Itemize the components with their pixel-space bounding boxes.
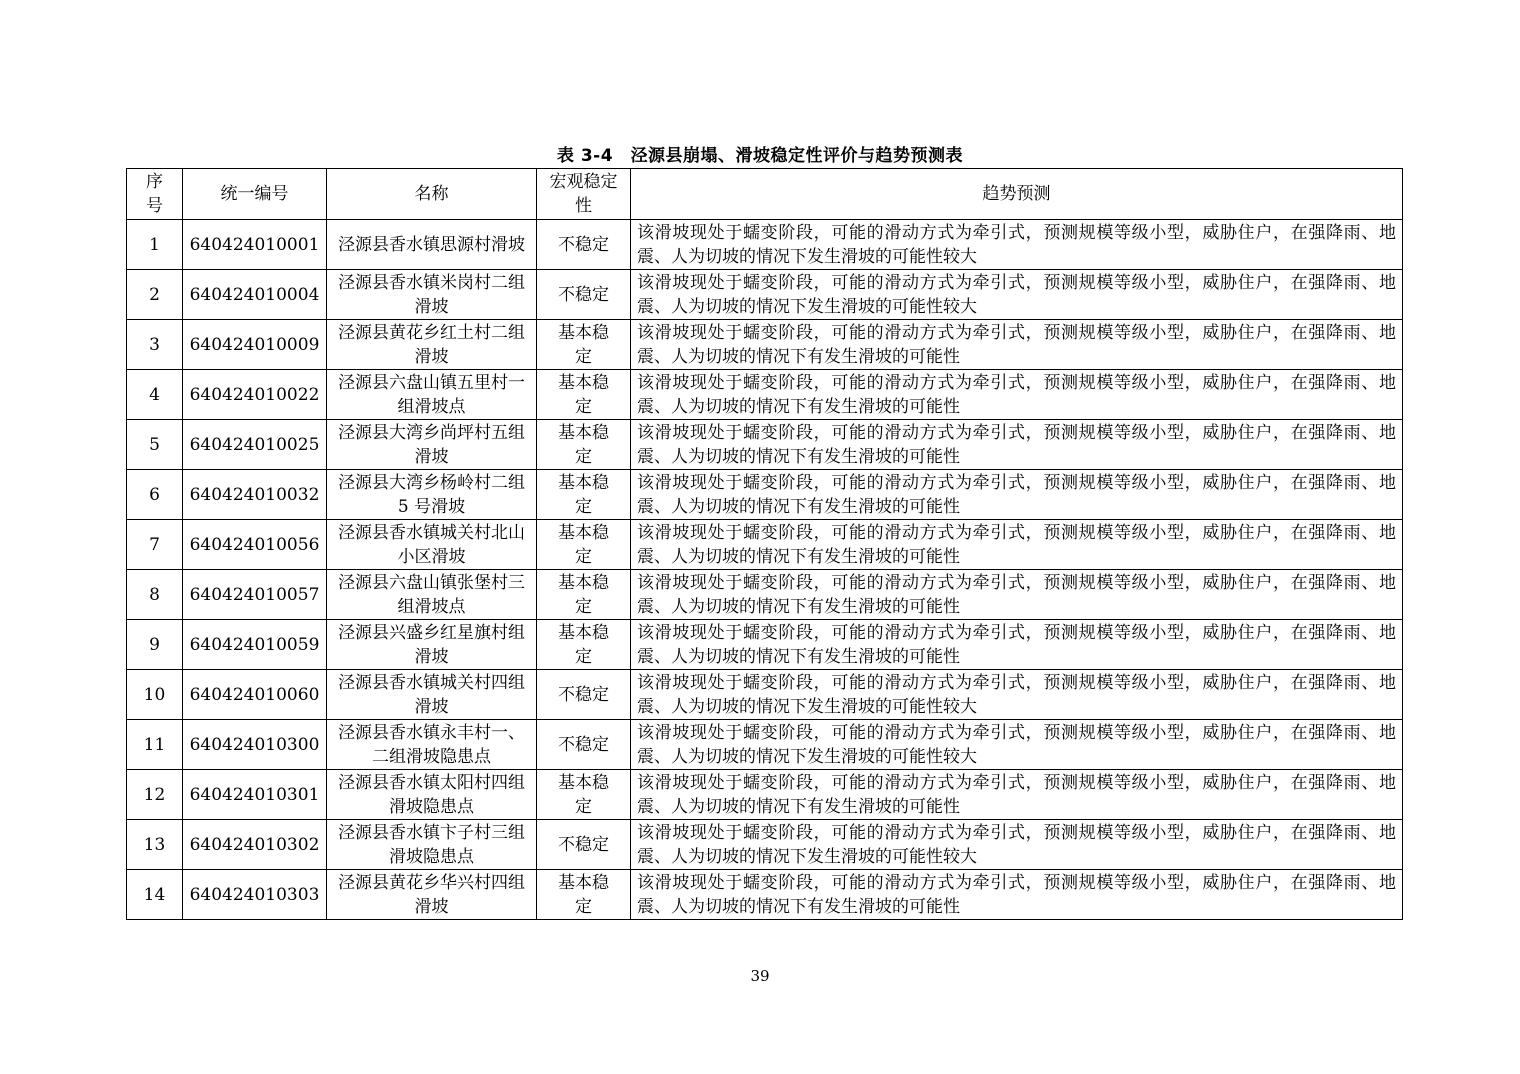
cell-stability: 不稳定: [537, 720, 631, 770]
cell-name: 泾源县香水镇卞子村三组滑坡隐患点: [327, 820, 537, 870]
cell-name: 泾源县香水镇思源村滑坡: [327, 220, 537, 270]
table-row: [127, 870, 1403, 920]
cell-trend: 该滑坡现处于蠕变阶段，可能的滑动方式为牵引式，预测规模等级小型，威胁住户，在强降雨、地震、人为切坡的情况下有发生滑坡的可能性: [631, 470, 1403, 520]
cell-trend: 该滑坡现处于蠕变阶段，可能的滑动方式为牵引式，预测规模等级小型，威胁住户，在强降雨、地震、人为切坡的情况下有发生滑坡的可能性: [631, 320, 1403, 370]
cell-name: 泾源县六盘山镇张堡村三组滑坡点: [327, 570, 537, 620]
cell-trend: 该滑坡现处于蠕变阶段，可能的滑动方式为牵引式，预测规模等级小型，威胁住户，在强降雨、地震、人为切坡的情况下有发生滑坡的可能性: [631, 520, 1403, 570]
cell-name: 泾源县香水镇永丰村一、二组滑坡隐患点: [327, 720, 537, 770]
table-row: [127, 470, 1403, 520]
table-row: [127, 520, 1403, 570]
header-name: 名称: [327, 169, 537, 220]
cell-code: 640424010009: [183, 320, 327, 370]
cell-name: 泾源县六盘山镇五里村一组滑坡点: [327, 370, 537, 420]
header-stability: 宏观稳定性: [537, 169, 631, 220]
table-row: [127, 420, 1403, 470]
cell-seq: 4: [127, 370, 183, 420]
page-number: 39: [750, 967, 770, 985]
cell-seq: 7: [127, 520, 183, 570]
cell-stability: 不稳定: [537, 220, 631, 270]
cell-seq: 8: [127, 570, 183, 620]
table-caption: 表 3-4 泾源县崩塌、滑坡稳定性评价与趋势预测表: [556, 146, 964, 166]
cell-stability: 基本稳定: [537, 520, 631, 570]
cell-seq: 9: [127, 620, 183, 670]
header-row: [127, 169, 1403, 220]
cell-code: 640424010302: [183, 820, 327, 870]
table-row: [127, 320, 1403, 370]
cell-seq: 1: [127, 220, 183, 270]
cell-seq: 13: [127, 820, 183, 870]
cell-stability: 不稳定: [537, 270, 631, 320]
stability-table: [126, 168, 1403, 920]
cell-stability: 基本稳定: [537, 470, 631, 520]
cell-code: 640424010059: [183, 620, 327, 670]
cell-name: 泾源县大湾乡尚坪村五组滑坡: [327, 420, 537, 470]
cell-trend: 该滑坡现处于蠕变阶段，可能的滑动方式为牵引式，预测规模等级小型，威胁住户，在强降雨、地震、人为切坡的情况下发生滑坡的可能性较大: [631, 270, 1403, 320]
table-row: [127, 670, 1403, 720]
cell-trend: 该滑坡现处于蠕变阶段，可能的滑动方式为牵引式，预测规模等级小型，威胁住户，在强降雨、地震、人为切坡的情况下发生滑坡的可能性较大: [631, 670, 1403, 720]
table-row: [127, 370, 1403, 420]
cell-seq: 2: [127, 270, 183, 320]
cell-code: 640424010056: [183, 520, 327, 570]
table-body: [127, 220, 1403, 920]
cell-seq: 12: [127, 770, 183, 820]
cell-name: 泾源县香水镇城关村北山小区滑坡: [327, 520, 537, 570]
cell-name: 泾源县黄花乡红土村二组滑坡: [327, 320, 537, 370]
cell-name: 泾源县香水镇城关村四组滑坡: [327, 670, 537, 720]
cell-stability: 基本稳定: [537, 620, 631, 670]
cell-name: 泾源县香水镇米岗村二组滑坡: [327, 270, 537, 320]
cell-code: 640424010301: [183, 770, 327, 820]
cell-code: 640424010025: [183, 420, 327, 470]
cell-code: 640424010303: [183, 870, 327, 920]
table-row: [127, 820, 1403, 870]
cell-code: 640424010060: [183, 670, 327, 720]
cell-seq: 3: [127, 320, 183, 370]
cell-stability: 不稳定: [537, 820, 631, 870]
cell-stability: 基本稳定: [537, 870, 631, 920]
table-row: [127, 270, 1403, 320]
cell-trend: 该滑坡现处于蠕变阶段，可能的滑动方式为牵引式，预测规模等级小型，威胁住户，在强降雨、地震、人为切坡的情况下发生滑坡的可能性较大: [631, 820, 1403, 870]
table-row: [127, 220, 1403, 270]
header-code: 统一编号: [183, 169, 327, 220]
cell-code: 640424010004: [183, 270, 327, 320]
cell-seq: 10: [127, 670, 183, 720]
cell-stability: 基本稳定: [537, 420, 631, 470]
cell-code: 640424010300: [183, 720, 327, 770]
header-trend: 趋势预测: [631, 169, 1403, 220]
cell-trend: 该滑坡现处于蠕变阶段，可能的滑动方式为牵引式，预测规模等级小型，威胁住户，在强降雨、地震、人为切坡的情况下发生滑坡的可能性较大: [631, 220, 1403, 270]
cell-trend: 该滑坡现处于蠕变阶段，可能的滑动方式为牵引式，预测规模等级小型，威胁住户，在强降雨、地震、人为切坡的情况下有发生滑坡的可能性: [631, 420, 1403, 470]
cell-name: 泾源县兴盛乡红星旗村组滑坡: [327, 620, 537, 670]
table-row: [127, 770, 1403, 820]
cell-trend: 该滑坡现处于蠕变阶段，可能的滑动方式为牵引式，预测规模等级小型，威胁住户，在强降雨、地震、人为切坡的情况下有发生滑坡的可能性: [631, 370, 1403, 420]
cell-seq: 6: [127, 470, 183, 520]
cell-trend: 该滑坡现处于蠕变阶段，可能的滑动方式为牵引式，预测规模等级小型，威胁住户，在强降雨、地震、人为切坡的情况下有发生滑坡的可能性: [631, 870, 1403, 920]
cell-trend: 该滑坡现处于蠕变阶段，可能的滑动方式为牵引式，预测规模等级小型，威胁住户，在强降雨、地震、人为切坡的情况下有发生滑坡的可能性: [631, 770, 1403, 820]
cell-code: 640424010057: [183, 570, 327, 620]
cell-trend: 该滑坡现处于蠕变阶段，可能的滑动方式为牵引式，预测规模等级小型，威胁住户，在强降雨、地震、人为切坡的情况下有发生滑坡的可能性: [631, 620, 1403, 670]
cell-code: 640424010022: [183, 370, 327, 420]
cell-stability: 基本稳定: [537, 370, 631, 420]
header-seq: 序号: [127, 169, 183, 220]
cell-code: 640424010001: [183, 220, 327, 270]
cell-stability: 基本稳定: [537, 570, 631, 620]
cell-trend: 该滑坡现处于蠕变阶段，可能的滑动方式为牵引式，预测规模等级小型，威胁住户，在强降雨、地震、人为切坡的情况下发生滑坡的可能性较大: [631, 720, 1403, 770]
cell-trend: 该滑坡现处于蠕变阶段，可能的滑动方式为牵引式，预测规模等级小型，威胁住户，在强降雨、地震、人为切坡的情况下有发生滑坡的可能性: [631, 570, 1403, 620]
cell-stability: 基本稳定: [537, 320, 631, 370]
table-row: [127, 570, 1403, 620]
table-row: [127, 720, 1403, 770]
cell-seq: 5: [127, 420, 183, 470]
table-row: [127, 620, 1403, 670]
cell-seq: 11: [127, 720, 183, 770]
cell-name: 泾源县香水镇太阳村四组滑坡隐患点: [327, 770, 537, 820]
cell-name: 泾源县黄花乡华兴村四组滑坡: [327, 870, 537, 920]
cell-name: 泾源县大湾乡杨岭村二组 5 号滑坡: [327, 470, 537, 520]
cell-seq: 14: [127, 870, 183, 920]
cell-stability: 不稳定: [537, 670, 631, 720]
cell-code: 640424010032: [183, 470, 327, 520]
cell-stability: 基本稳定: [537, 770, 631, 820]
